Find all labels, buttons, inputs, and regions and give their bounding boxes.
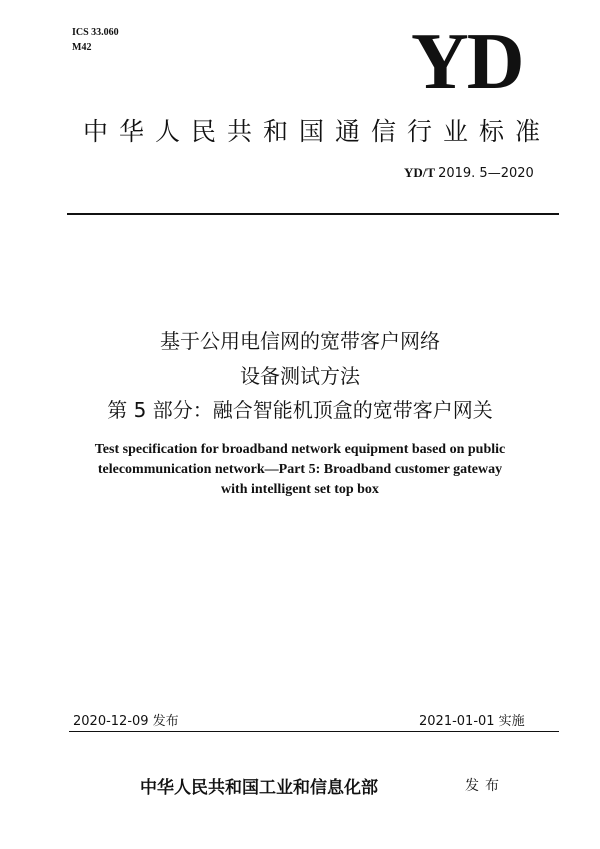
english-title-line-1: Test specification for broadband network equipment based on public <box>94 442 506 457</box>
classification-code: M42 <box>72 42 92 53</box>
standard-number-prefix: YD/T <box>404 165 435 180</box>
chinese-title-line-3: 第 5 部分：融合智能机顶盒的宽带客户网关 <box>107 398 493 422</box>
standard-category-heading: 中华人民共和国通信行业标准 <box>82 117 551 146</box>
issuing-authority: 中华人民共和国工业和信息化部 <box>140 778 378 798</box>
english-title-line-3: with intelligent set top box <box>221 482 379 497</box>
ics-code: ICS 33.060 <box>72 27 119 38</box>
standard-number <box>404 165 534 181</box>
bottom-divider <box>69 731 559 732</box>
top-divider <box>67 213 559 215</box>
yd-logo: YD <box>411 18 523 106</box>
english-title-line-2: telecommunication network—Part 5: Broadband customer gateway <box>97 462 503 477</box>
chinese-title-line-2: 设备测试方法 <box>240 364 360 388</box>
issue-date: 2020-12-09 发布 <box>73 714 179 729</box>
standard-number-value: 2019. 5—2020 <box>438 166 534 181</box>
implementation-date: 2021-01-01 实施 <box>419 714 525 729</box>
issuing-label: 发布 <box>465 778 505 794</box>
chinese-title-line-1: 基于公用电信网的宽带客户网络 <box>160 329 440 353</box>
